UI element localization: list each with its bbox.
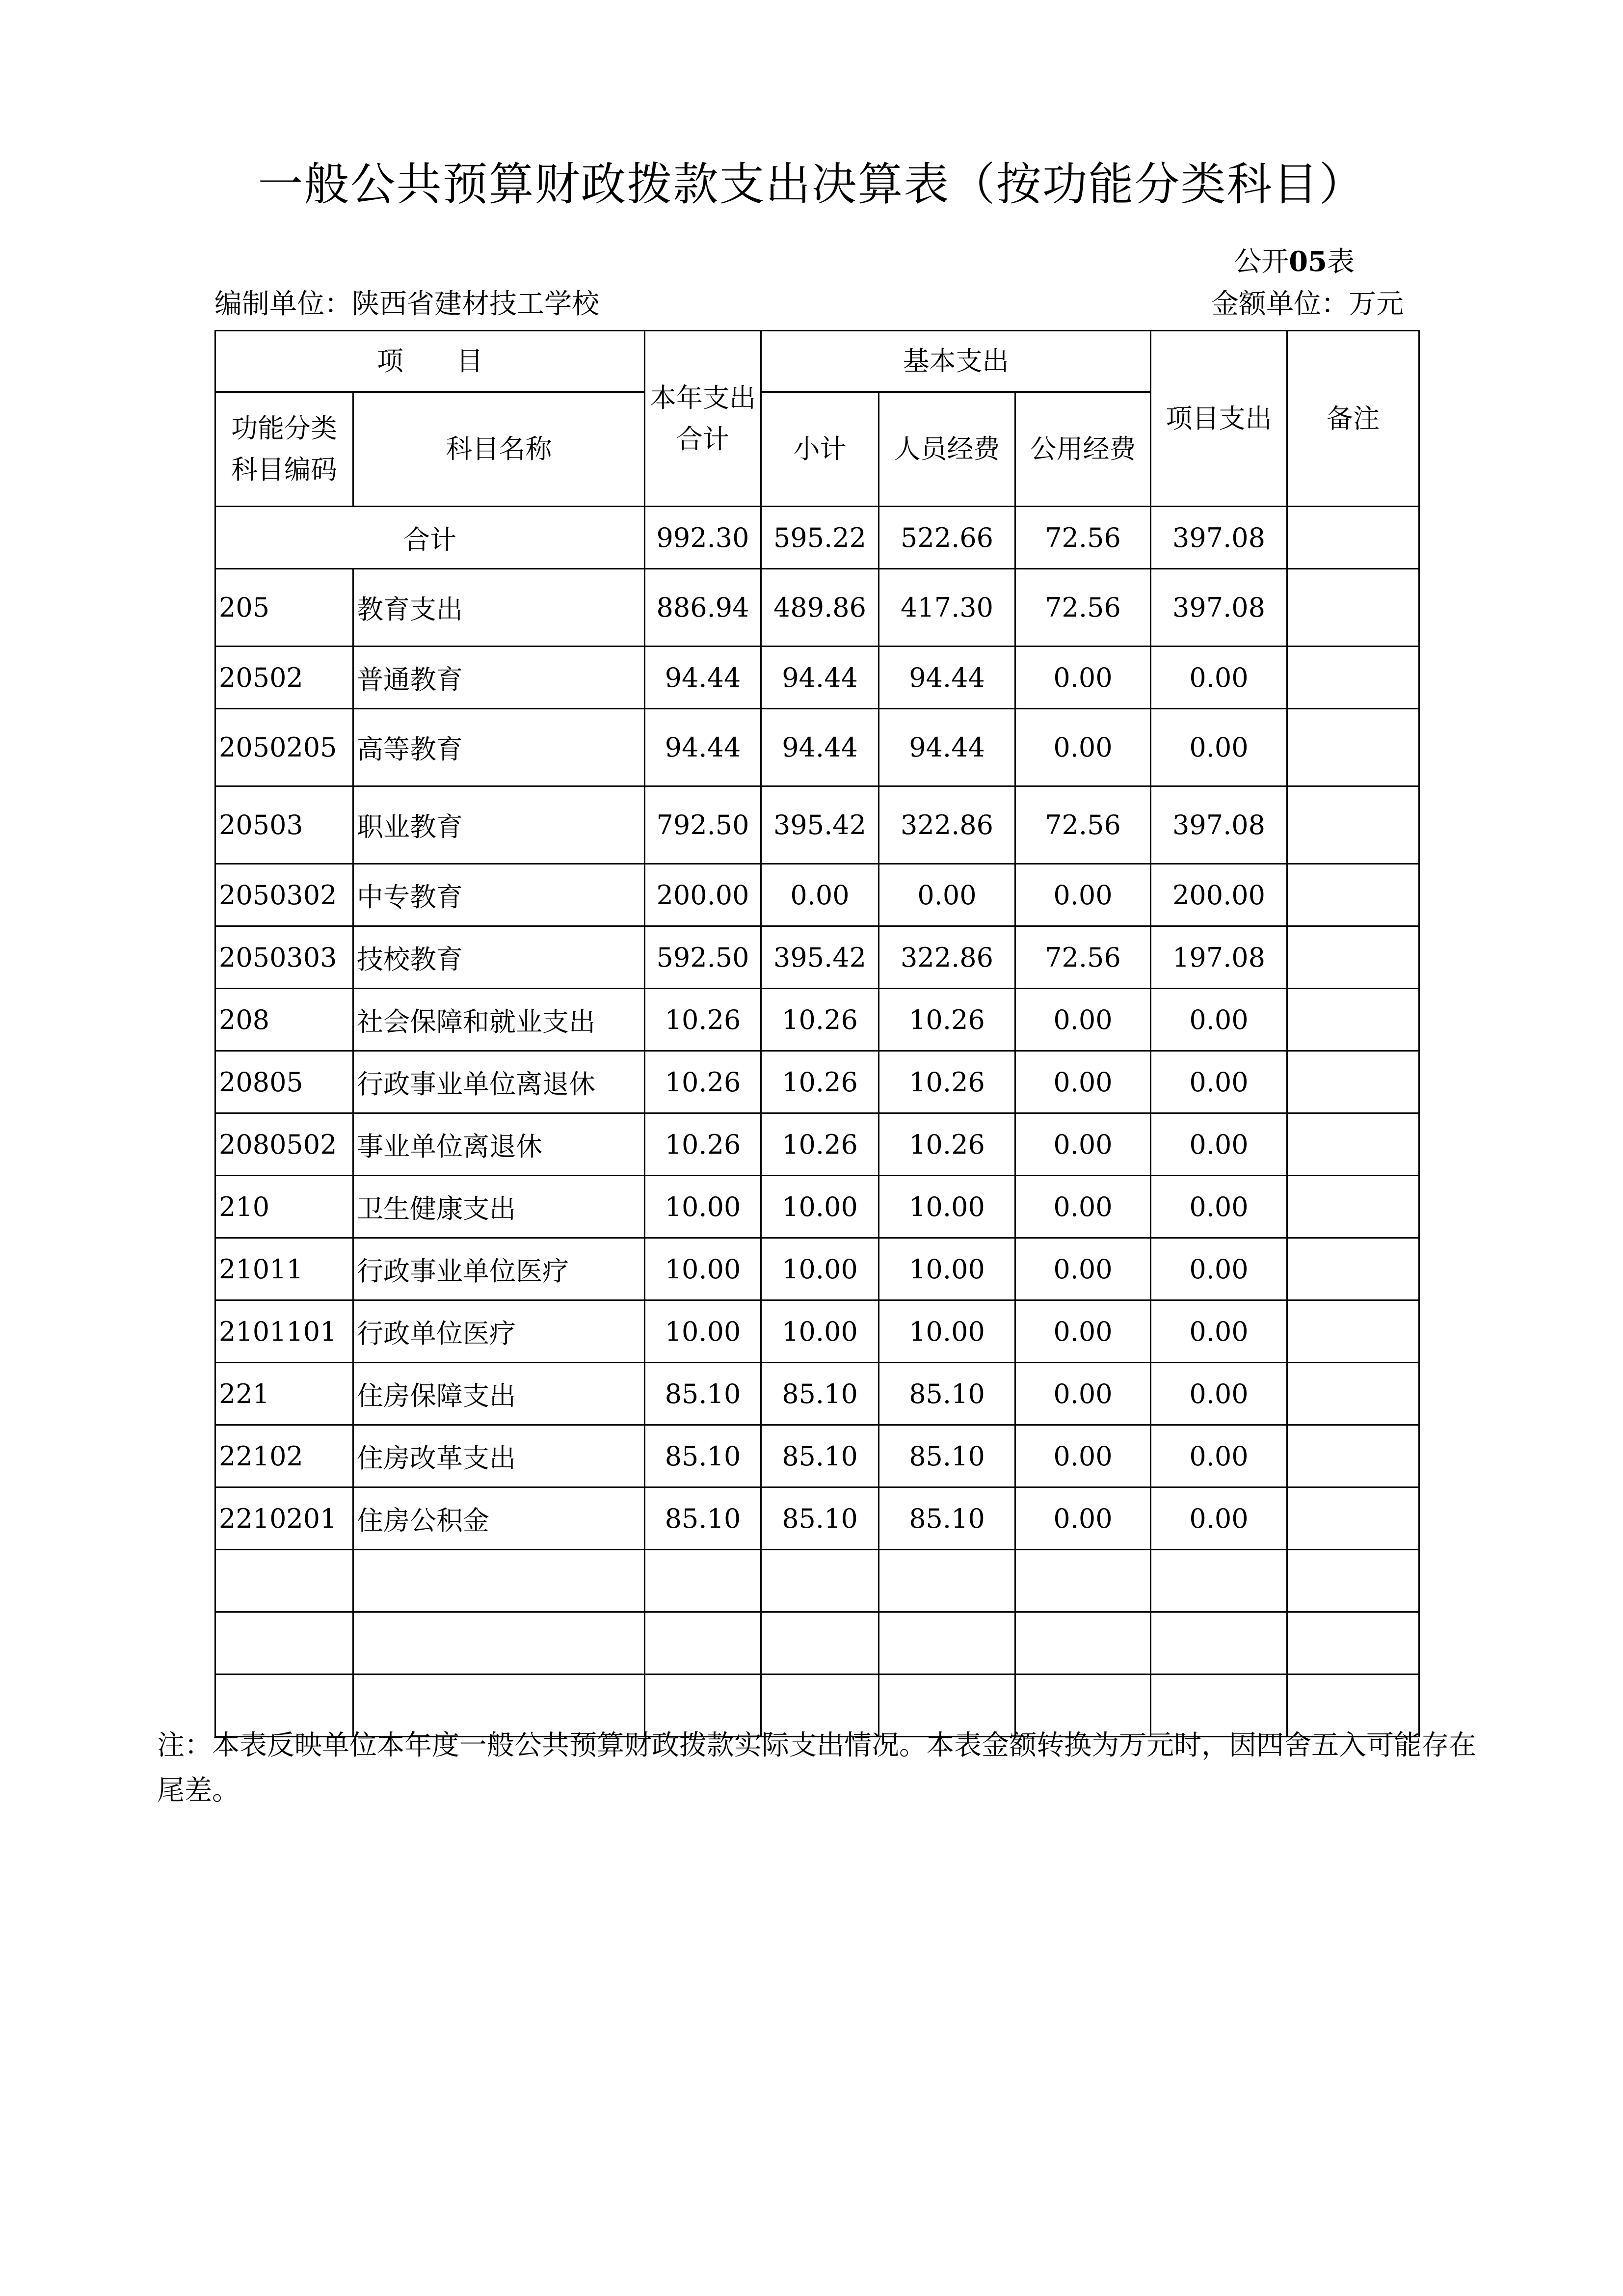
table-row [215, 1051, 1419, 1113]
header-project-expenditure: 项目支出 [1151, 331, 1287, 507]
total-project: 397.08 [1151, 507, 1287, 569]
total-amount: 992.30 [645, 507, 761, 569]
form-code [1129, 245, 1355, 278]
row-public: 0.00 [1015, 709, 1151, 786]
row-project: 0.00 [1151, 1425, 1287, 1487]
row-personnel: 417.30 [879, 569, 1015, 647]
row-subtotal: 10.00 [761, 1238, 879, 1300]
row-total: 10.00 [645, 1300, 761, 1363]
row-public: 0.00 [1015, 1300, 1151, 1363]
table-row [215, 1550, 1419, 1612]
row-project: 0.00 [1151, 989, 1287, 1051]
row-public: 0.00 [1015, 1113, 1151, 1176]
row-project: 0.00 [1151, 1176, 1287, 1238]
row-personnel: 322.86 [879, 926, 1015, 989]
row-personnel: 85.10 [879, 1487, 1015, 1550]
row-personnel: 10.00 [879, 1300, 1015, 1363]
row-name: 事业单位离退休 [353, 1113, 645, 1176]
row-public: 0.00 [1015, 1051, 1151, 1113]
row-personnel: 10.26 [879, 1051, 1015, 1113]
row-subtotal: 395.42 [761, 786, 879, 864]
form-code-prefix: 公开 [1234, 246, 1289, 278]
row-subtotal: 10.00 [761, 1176, 879, 1238]
row-remark [1287, 709, 1419, 786]
header-total: 本年支出合计 [645, 331, 761, 507]
row-remark [1287, 647, 1419, 709]
row-public: 0.00 [1015, 864, 1151, 926]
row-public: 72.56 [1015, 569, 1151, 647]
row-project: 0.00 [1151, 1113, 1287, 1176]
row-subtotal: 85.10 [761, 1487, 879, 1550]
row-remark [1287, 1550, 1419, 1612]
row-remark [1287, 786, 1419, 864]
table-row [215, 1425, 1419, 1487]
row-project: 0.00 [1151, 647, 1287, 709]
table-row [215, 926, 1419, 989]
row-subtotal: 0.00 [761, 864, 879, 926]
row-public: 0.00 [1015, 647, 1151, 709]
row-personnel: 10.26 [879, 989, 1015, 1051]
row-project [1151, 1612, 1287, 1675]
row-code [215, 1612, 353, 1675]
row-name: 高等教育 [353, 709, 645, 786]
header-remark: 备注 [1287, 331, 1419, 507]
row-personnel [879, 1550, 1015, 1612]
row-remark [1287, 1425, 1419, 1487]
row-personnel: 0.00 [879, 864, 1015, 926]
row-personnel: 94.44 [879, 647, 1015, 709]
row-name: 住房公积金 [353, 1487, 645, 1550]
row-code: 20502 [215, 647, 353, 709]
table-row [215, 647, 1419, 709]
total-label: 合计 [215, 507, 645, 569]
row-public: 0.00 [1015, 1425, 1151, 1487]
row-total: 10.26 [645, 989, 761, 1051]
row-personnel: 85.10 [879, 1363, 1015, 1425]
total-personnel: 522.66 [879, 507, 1015, 569]
table-row [215, 1176, 1419, 1238]
row-personnel: 10.00 [879, 1176, 1015, 1238]
row-public: 0.00 [1015, 1487, 1151, 1550]
total-public: 72.56 [1015, 507, 1151, 569]
row-name: 教育支出 [353, 569, 645, 647]
header-subtotal: 小计 [761, 392, 879, 507]
table-row [215, 1113, 1419, 1176]
row-personnel: 322.86 [879, 786, 1015, 864]
row-code: 21011 [215, 1238, 353, 1300]
row-personnel: 10.00 [879, 1238, 1015, 1300]
row-name: 卫生健康支出 [353, 1176, 645, 1238]
row-project: 0.00 [1151, 1238, 1287, 1300]
row-name: 中专教育 [353, 864, 645, 926]
table-row [215, 1300, 1419, 1363]
row-code: 221 [215, 1363, 353, 1425]
row-total: 10.00 [645, 1176, 761, 1238]
row-public: 0.00 [1015, 1238, 1151, 1300]
header-name: 科目名称 [353, 392, 645, 507]
row-code: 22102 [215, 1425, 353, 1487]
row-code: 205 [215, 569, 353, 647]
row-total: 886.94 [645, 569, 761, 647]
row-remark [1287, 1300, 1419, 1363]
row-total: 85.10 [645, 1425, 761, 1487]
table-row [215, 864, 1419, 926]
footnote: 注：本表反映单位本年度一般公共预算财政拨款实际支出情况。本表金额转换为万元时，因四舍五入可能存在尾差。 [157, 1729, 1476, 1807]
row-project: 0.00 [1151, 1363, 1287, 1425]
row-remark [1287, 1051, 1419, 1113]
row-remark [1287, 926, 1419, 989]
row-name [353, 1612, 645, 1675]
row-code [215, 1550, 353, 1612]
row-project: 397.08 [1151, 786, 1287, 864]
row-name: 住房保障支出 [353, 1363, 645, 1425]
table-row [215, 1487, 1419, 1550]
row-project: 0.00 [1151, 709, 1287, 786]
page-title: 一般公共预算财政拨款支出决算表（按功能分类科目） [258, 158, 1365, 211]
row-public: 72.56 [1015, 786, 1151, 864]
row-public: 0.00 [1015, 1363, 1151, 1425]
row-public [1015, 1550, 1151, 1612]
row-total: 10.26 [645, 1051, 761, 1113]
header-row-1 [215, 331, 1419, 392]
row-name: 行政单位医疗 [353, 1300, 645, 1363]
total-subtotal: 595.22 [761, 507, 879, 569]
header-personnel: 人员经费 [879, 392, 1015, 507]
row-subtotal [761, 1550, 879, 1612]
expenditure-table [214, 330, 1420, 1737]
row-total: 10.00 [645, 1238, 761, 1300]
row-project: 197.08 [1151, 926, 1287, 989]
row-project: 0.00 [1151, 1051, 1287, 1113]
row-subtotal: 85.10 [761, 1425, 879, 1487]
row-code: 210 [215, 1176, 353, 1238]
row-personnel [879, 1612, 1015, 1675]
row-subtotal: 94.44 [761, 647, 879, 709]
table-row [215, 1238, 1419, 1300]
row-code: 2050302 [215, 864, 353, 926]
row-name: 技校教育 [353, 926, 645, 989]
row-total [645, 1550, 761, 1612]
row-remark [1287, 569, 1419, 647]
row-total [645, 1612, 761, 1675]
table-row [215, 569, 1419, 647]
total-remark [1287, 507, 1419, 569]
total-row [215, 507, 1419, 569]
row-subtotal: 10.26 [761, 1051, 879, 1113]
row-subtotal [761, 1612, 879, 1675]
row-remark [1287, 864, 1419, 926]
table-row [215, 1612, 1419, 1675]
row-code: 2210201 [215, 1487, 353, 1550]
row-personnel: 10.26 [879, 1113, 1015, 1176]
row-remark [1287, 1113, 1419, 1176]
row-total: 592.50 [645, 926, 761, 989]
row-public [1015, 1612, 1151, 1675]
row-remark [1287, 1612, 1419, 1675]
row-personnel: 94.44 [879, 709, 1015, 786]
row-name [353, 1550, 645, 1612]
row-total: 200.00 [645, 864, 761, 926]
row-public: 72.56 [1015, 926, 1151, 989]
row-code: 2101101 [215, 1300, 353, 1363]
row-code: 2050303 [215, 926, 353, 989]
row-remark [1287, 1487, 1419, 1550]
row-subtotal: 10.00 [761, 1300, 879, 1363]
row-code: 208 [215, 989, 353, 1051]
reporting-unit: 编制单位：陕西省建材技工学校 [214, 288, 599, 320]
form-code-number: 05 [1289, 245, 1327, 278]
row-remark [1287, 1176, 1419, 1238]
row-remark [1287, 1238, 1419, 1300]
amount-unit: 金额单位：万元 [1211, 288, 1404, 320]
row-total: 85.10 [645, 1363, 761, 1425]
row-code: 20805 [215, 1051, 353, 1113]
row-personnel: 85.10 [879, 1425, 1015, 1487]
row-remark [1287, 989, 1419, 1051]
table-row [215, 709, 1419, 786]
row-public: 0.00 [1015, 989, 1151, 1051]
header-basic: 基本支出 [761, 331, 1151, 392]
row-name: 职业教育 [353, 786, 645, 864]
row-name: 行政事业单位离退休 [353, 1051, 645, 1113]
row-name: 社会保障和就业支出 [353, 989, 645, 1051]
table-row [215, 786, 1419, 864]
row-total: 792.50 [645, 786, 761, 864]
row-total: 10.26 [645, 1113, 761, 1176]
row-remark [1287, 1363, 1419, 1425]
header-project: 项 目 [215, 331, 645, 392]
row-code: 2080502 [215, 1113, 353, 1176]
row-name: 普通教育 [353, 647, 645, 709]
row-subtotal: 395.42 [761, 926, 879, 989]
row-subtotal: 85.10 [761, 1363, 879, 1425]
row-name: 行政事业单位医疗 [353, 1238, 645, 1300]
table-row [215, 1363, 1419, 1425]
row-total: 94.44 [645, 709, 761, 786]
header-public: 公用经费 [1015, 392, 1151, 507]
form-code-suffix: 表 [1327, 246, 1355, 278]
header-code: 功能分类科目编码 [215, 392, 353, 507]
row-code: 20503 [215, 786, 353, 864]
row-code: 2050205 [215, 709, 353, 786]
row-project [1151, 1550, 1287, 1612]
row-project: 0.00 [1151, 1300, 1287, 1363]
row-project: 0.00 [1151, 1487, 1287, 1550]
row-subtotal: 10.26 [761, 1113, 879, 1176]
row-name: 住房改革支出 [353, 1425, 645, 1487]
row-subtotal: 94.44 [761, 709, 879, 786]
row-project: 200.00 [1151, 864, 1287, 926]
row-subtotal: 10.26 [761, 989, 879, 1051]
row-project: 397.08 [1151, 569, 1287, 647]
row-subtotal: 489.86 [761, 569, 879, 647]
row-total: 85.10 [645, 1487, 761, 1550]
row-total: 94.44 [645, 647, 761, 709]
table-row [215, 989, 1419, 1051]
row-public: 0.00 [1015, 1176, 1151, 1238]
